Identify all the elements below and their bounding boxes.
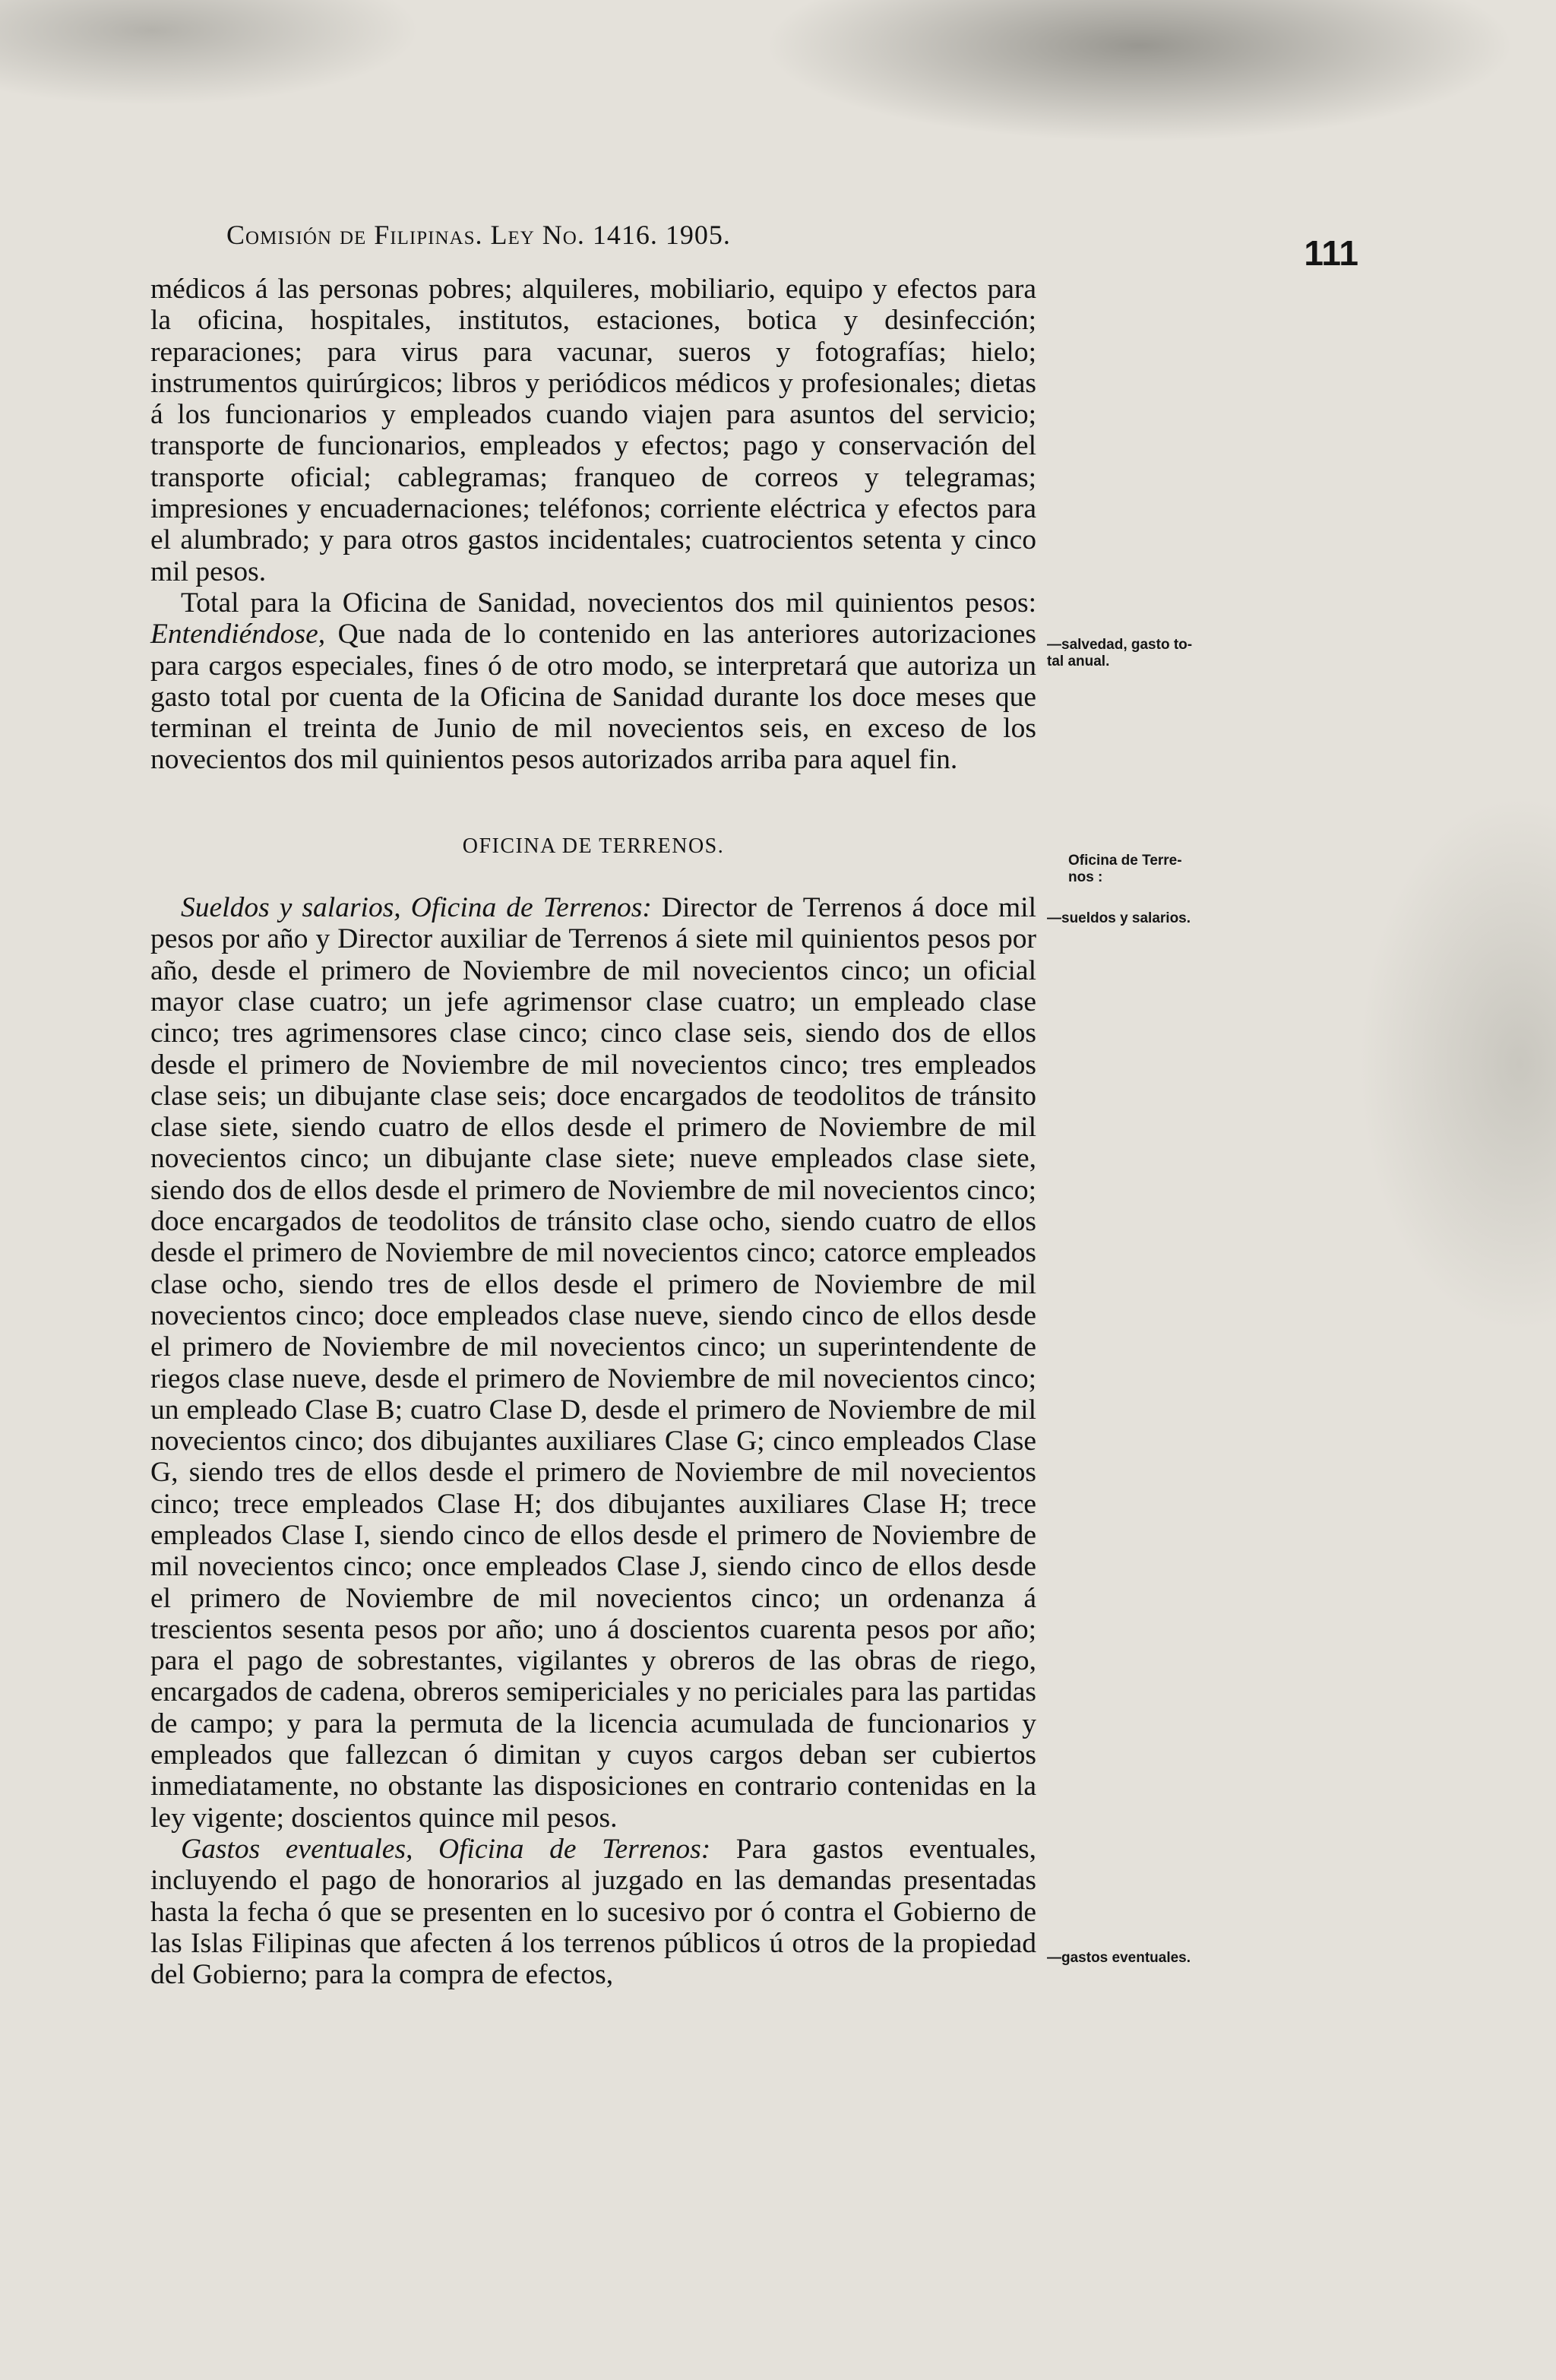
sidenote-salvedad-line1: —salvedad, gasto to- [1047,637,1193,653]
paragraph-sanidad-total [150,587,1036,776]
gastos-body: Para gastos eventuales, incluyendo el pago de honorarios al juzgado en las demandas presentadas hasta la fecha ó que se presenten en lo sucesivo por ó contra el Gobierno de las Islas Filipinas que afecten á los terrenos públicos ú otros de la propiedad del Gobierno; para la compra de efectos, [150,1833,1037,1991]
sidenote-oficina-terrenos [1068,853,1296,886]
paragraph-sueldos-salarios [150,892,1036,1834]
page-header [226,219,1358,273]
main-text [150,274,1036,1990]
sidenote-sueldos: —sueldos y salarios. [1047,910,1191,926]
sanidad-total-text: Total para la Oficina de Sanidad, novecientos dos mil quinientos pesos: [181,587,1036,619]
gastos-heading: Gastos eventuales, Oficina de Terrenos: [181,1833,711,1865]
sueldos-body: Director de Terrenos á doce mil pesos por año y Director auxiliar de Terrenos á siete mil quinientos pesos por año, desde el primero de Noviembre de mil novecientos cinco; un oficial mayor clase cuatro; un jefe agrimensor clase cuatro; un empleado clase cinco; tres agrimensores clase cinco; cinco clase seis, siendo dos de ellos desde el primero de Noviembre de mil novecientos cinco; tres empleados clase seis; un dibujante clase seis; doce encargados de teodolitos de tránsito clase siete, siendo cuatro de ellos desde el primero de Noviembre de mil novecientos cinco; un dibujante clase siete; nueve empleados clase siete, siendo dos de ellos desde el primero de Noviembre de mil novecientos cinco; doce encargados de teodolitos de tránsito clase ocho, siendo cuatro de ellos desde el primero de Noviembre de mil novecientos cinco; catorce empleados clase ocho, siendo tres de ellos desde el primero de Noviembre de mil novecientos cinco; doce empleados clase nueve, siendo cinco de ellos desde el primero de Noviembre de mil novecientos cinco; un superintendente de riegos clase nueve, desde el primero de Noviembre de mil novecientos cinco; un empleado Clase B; cuatro Clase D, desde el primero de Noviembre de mil novecientos cinco; dos dibujantes auxiliares Clase G; cinco empleados Clase G, siendo tres de ellos desde el primero de Noviembre de mil novecientos cinco; trece empleados Clase H; dos dibujantes auxiliares Clase H; trece empleados Clase I, siendo cinco de ellos desde el primero de Noviembre de mil novecientos cinco; once empleados Clase J, siendo cinco de ellos desde el primero de Noviembre de mil novecientos cinco; un ordenanza á trescientos sesenta pesos por año; uno á doscientos cuarenta pesos por año; para el pago de sobrestantes, vigilantes y obreros de las obras de riego, encargados de cadena, obreros semipericiales y no periciales para las partidas de campo; y para la permuta de la licencia acumulada de funcionarios y empleados que fallezcan ó dimitan y cuyos cargos deban ser cubiertos inmediatamente, no obstante las disposiciones en contrario contenidas en la ley vigente; doscientos quince mil pesos. [150,892,1037,1834]
sueldos-heading: Sueldos y salarios, Oficina de Terrenos: [181,892,652,924]
sidenote-salvedad-line2: tal anual. [1047,654,1110,669]
paragraph-gastos-eventuales [150,1834,1036,1990]
running-head: Comisión de Filipinas. Ley No. 1416. 1905. [226,220,731,250]
sidenote-oficina-line1: Oficina de Terre- [1068,853,1182,869]
body-text-column [150,274,1036,1990]
section-title-oficina-terrenos: OFICINA DE TERRENOS. [462,834,725,858]
sidenote-gastos: —gastos eventuales. [1047,1950,1191,1966]
sidenote-salvedad [1047,637,1275,670]
proviso-text: Que nada de lo contenido en las anteriores autorizaciones para cargos especiales, fines ó de otro modo, se interpretará que autoriza un gasto total por cuenta de la Oficina de Sanidad durante los doce meses que terminan el treinta de Junio de mil novecientos seis, en exceso de los novecientos dos mil quinientos pesos autorizados arriba para aquel fin. [150,619,1036,776]
sidenote-oficina-line2: nos : [1068,869,1103,885]
paragraph-sanidad-expenses: médicos á las personas pobres; alquileres, mobiliario, equipo y efectos para la oficina, hospitales, institutos, estaciones, botica y desinfección; reparaciones; para virus para vacunar, sueros y fotografías; hielo; instrumentos quirúrgicos; libros y periódicos médicos y profesionales; dietas á los funcionarios y empleados cuando viajen para asuntos del servicio; transporte de funcionarios, empleados y efectos; pago y conservación del transporte oficial; cablegramas; franqueo de correos y telegramas; impresiones y encuadernaciones; teléfonos; corriente eléctrica y efectos para el alumbrado; y para otros gastos incidentales; cuatrocientos setenta y cinco mil pesos. [150,274,1036,587]
proviso-word: Entendiéndose, [150,619,326,650]
page-number: 111 [1304,233,1358,273]
